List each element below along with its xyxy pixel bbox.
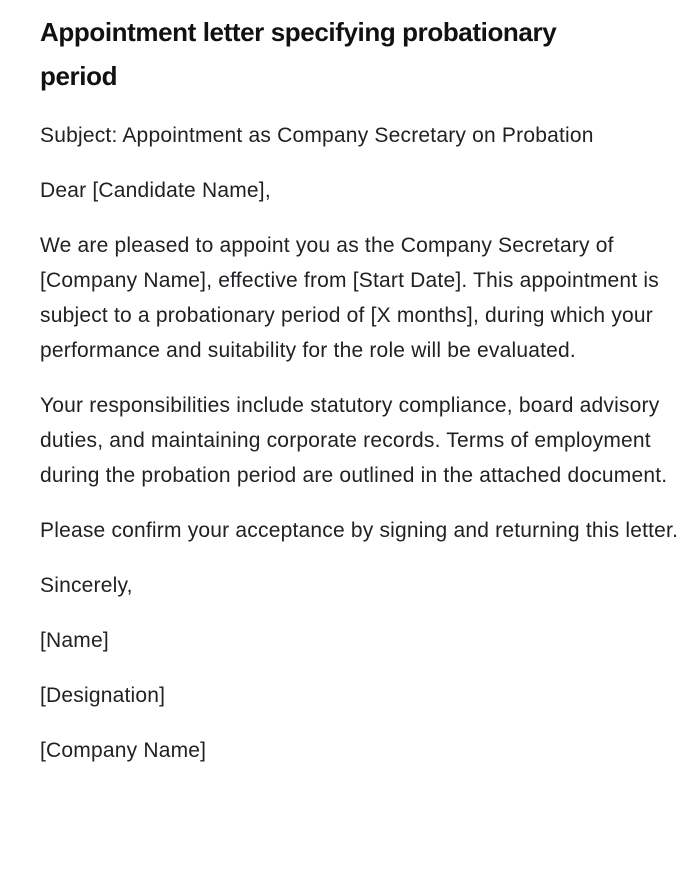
signature-company: [Company Name] bbox=[40, 739, 207, 762]
salutation: Dear [Candidate Name], bbox=[40, 179, 271, 202]
body-paragraph-appointment: We are pleased to appoint you as the Company Secretary of [Company Name], effective from [Start Date]. This appointment is subject to a probationary period of [X months], during which your performance and suitability for the role will be evaluated. bbox=[40, 234, 659, 362]
page-title: Appointment letter specifying probationary period bbox=[40, 17, 557, 91]
subject-line: Subject: Appointment as Company Secretary on Probation bbox=[40, 124, 594, 147]
body-paragraph-confirmation: Please confirm your acceptance by signing and returning this letter. bbox=[40, 519, 679, 542]
body-paragraph-responsibilities: Your responsibilities include statutory compliance, board advisory duties, and maintaining corporate records. Terms of employment during the probation period are outlined in the attached document. bbox=[40, 394, 668, 487]
signature-name: [Name] bbox=[40, 629, 109, 652]
signature-designation: [Designation] bbox=[40, 684, 166, 707]
closing: Sincerely, bbox=[40, 574, 133, 597]
